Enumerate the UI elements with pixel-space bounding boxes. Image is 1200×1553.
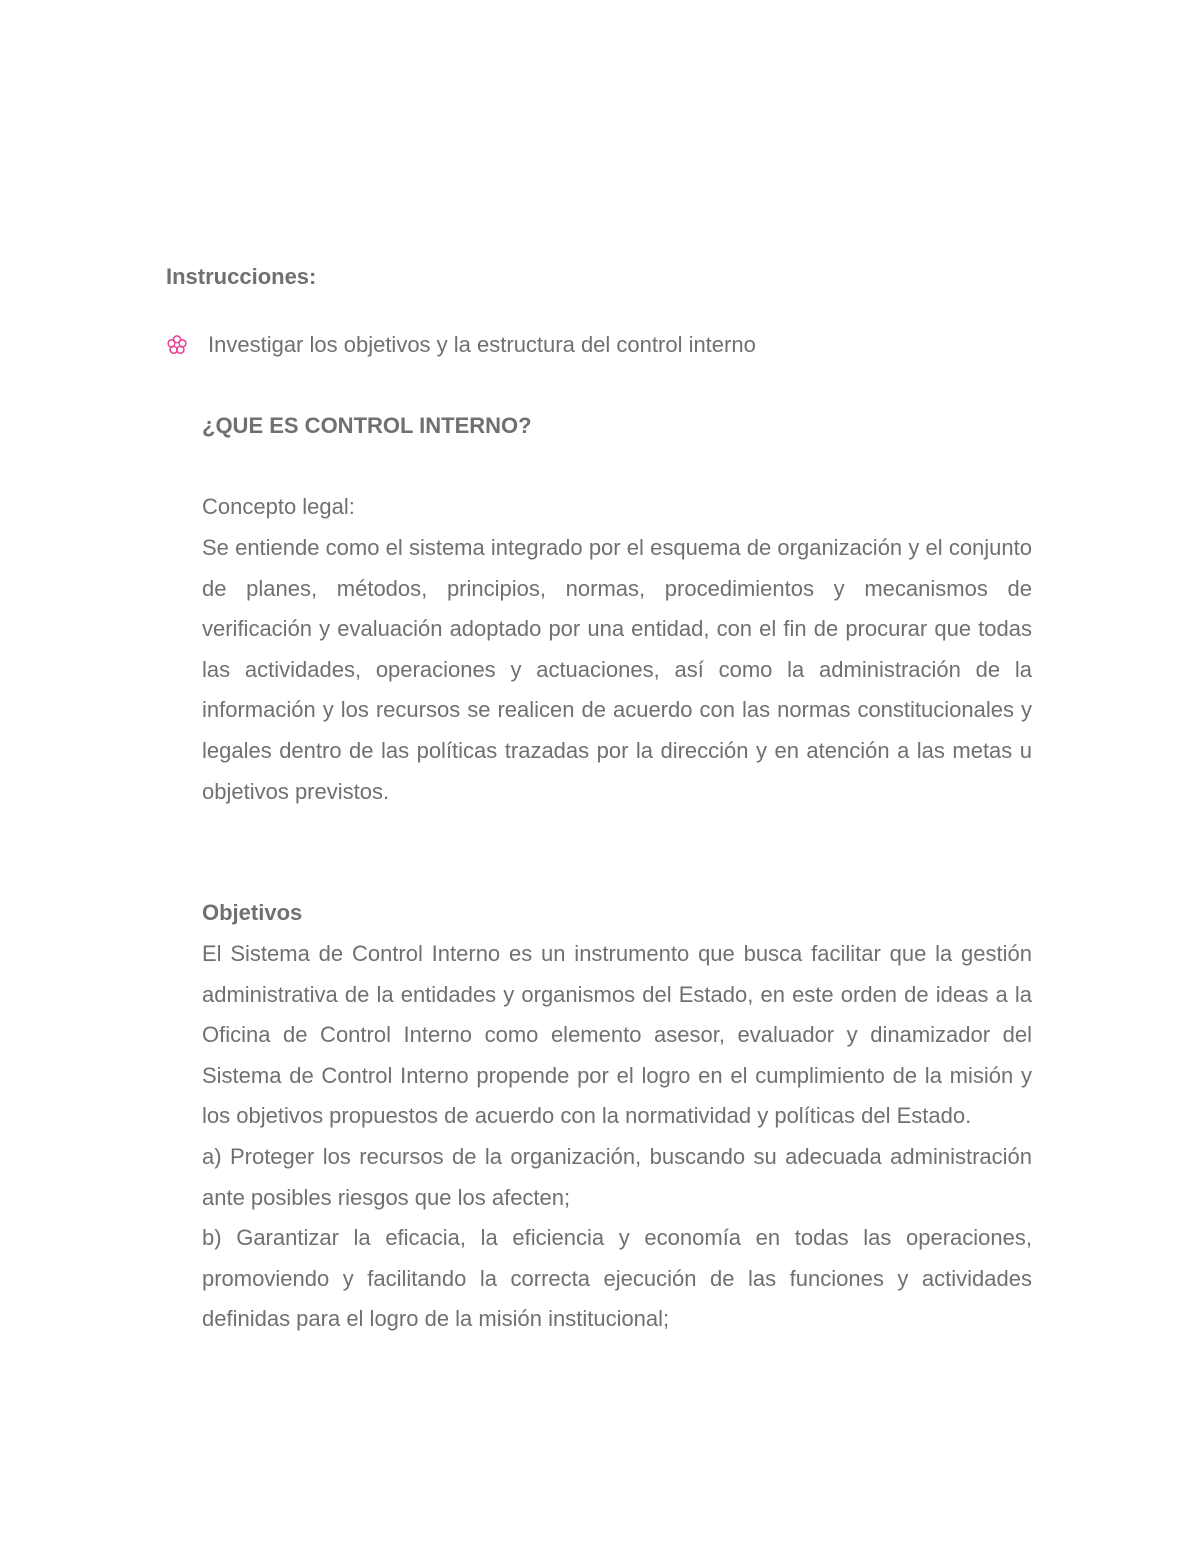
instructions-heading: Instrucciones:	[166, 264, 317, 289]
objectives-heading: Objetivos	[202, 900, 303, 925]
concept-label: Concepto legal:	[202, 494, 355, 519]
concept-paragraph: Se entiende como el sistema integrado por el esquema de organización y el conjunto de planes, métodos, principios, normas, procedimientos y mecanismos de verificación y evaluación adoptado por una entidad, con el fin de procurar que todas las actividades, operaciones y actuaciones, así como la administración de la información y los recursos se realicen de acuerdo con las normas constitucionales y legales dentro de las políticas trazadas por la dirección y en atención a las metas u objetivos previstos.	[202, 535, 1032, 804]
objectives-paragraph: El Sistema de Control Interno es un instrumento que busca facilitar que la gestión administrativa de la entidades y organismos del Estado, en este orden de ideas a la Oficina de Control Interno como elemento asesor, evaluador y dinamizador del Sistema de Control Interno propende por el logro en el cumplimiento de la misión y los objetivos propuestos de acuerdo con la normatividad y políticas del Estado.	[202, 941, 1032, 1129]
objective-item-b: b) Garantizar la eficacia, la eficiencia y economía en todas las operaciones, promoviendo y facilitando la correcta ejecución de las funciones y actividades definidas para el logro de la misión institucional;	[202, 1225, 1032, 1332]
objective-item-a: a) Proteger los recursos de la organización, buscando su adecuada administración ante posibles riesgos que los afecten;	[202, 1143, 1032, 1210]
objectives-body	[202, 934, 1032, 1340]
flower-icon	[166, 334, 188, 356]
bullet-text: Investigar los objetivos y la estructura del control interno	[208, 332, 756, 357]
question-heading: ¿QUE ES CONTROL INTERNO?	[202, 413, 532, 438]
bullet-item	[166, 332, 756, 358]
